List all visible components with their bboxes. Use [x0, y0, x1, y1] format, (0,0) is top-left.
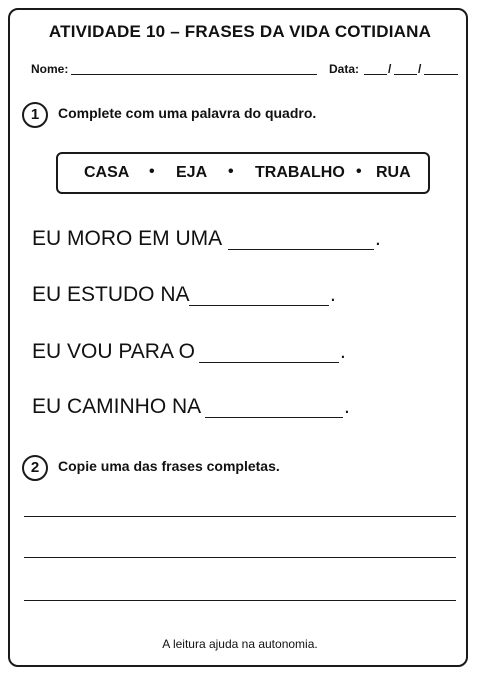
date-separator: /: [418, 62, 422, 76]
sentence-text: EU VOU PARA O: [32, 340, 195, 363]
name-date-row: [31, 62, 461, 78]
word-separator: •: [149, 163, 155, 180]
data-label: Data:: [329, 62, 360, 76]
writing-line[interactable]: [24, 516, 456, 517]
question-1-number: 1: [22, 102, 48, 128]
sentence-period: .: [344, 395, 350, 418]
date-year-field[interactable]: [424, 74, 458, 75]
answer-blank[interactable]: [228, 249, 374, 250]
sentence-period: .: [375, 227, 381, 250]
sentence-text: EU MORO EM UMA: [32, 227, 223, 250]
writing-line[interactable]: [24, 600, 456, 601]
sentence-period: .: [340, 340, 346, 363]
date-day-field[interactable]: [364, 74, 387, 75]
nome-field[interactable]: [71, 74, 317, 75]
word-option: CASA: [84, 164, 130, 181]
date-month-field[interactable]: [394, 74, 417, 75]
worksheet-title: ATIVIDADE 10 – FRASES DA VIDA COTIDIANA: [48, 22, 432, 41]
sentence-text: EU ESTUDO NA: [32, 283, 190, 306]
sentence-period: .: [330, 283, 336, 306]
date-separator: /: [388, 62, 392, 76]
word-option: TRABALHO: [255, 164, 345, 181]
answer-blank[interactable]: [205, 417, 343, 418]
answer-blank[interactable]: [199, 362, 339, 363]
word-box: [56, 152, 430, 194]
word-option: EJA: [176, 164, 208, 181]
answer-blank[interactable]: [189, 305, 329, 306]
question-1-text: Complete com uma palavra do quadro.: [58, 105, 317, 121]
word-separator: •: [228, 163, 234, 180]
footer-note: A leitura ajuda na autonomia.: [162, 637, 318, 651]
question-2-number: 2: [22, 455, 48, 481]
question-2-text: Copie uma das frases completas.: [58, 458, 280, 474]
word-option: RUA: [376, 164, 411, 181]
writing-line[interactable]: [24, 557, 456, 558]
word-separator: •: [356, 163, 362, 180]
nome-label: Nome:: [31, 62, 69, 76]
sentence-text: EU CAMINHO NA: [32, 395, 202, 418]
